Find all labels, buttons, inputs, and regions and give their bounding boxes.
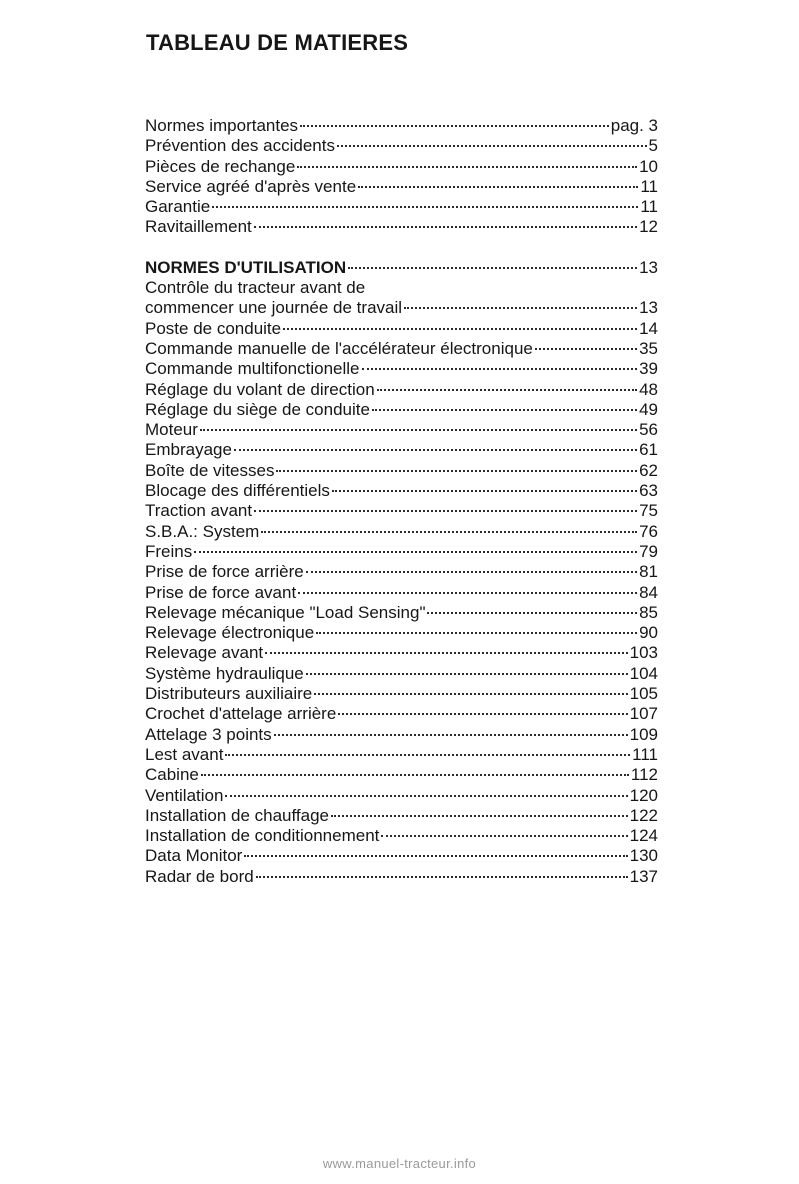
dot-leader [274, 734, 628, 736]
toc-entry [145, 522, 658, 542]
toc-entry-page: 14 [639, 318, 658, 338]
dot-leader [372, 409, 637, 411]
dot-leader [225, 754, 630, 756]
toc-entry-label: Ventilation [145, 785, 224, 805]
toc-entry-page: 137 [629, 866, 658, 886]
toc-entry-label: Distributeurs auxiliaire [145, 684, 313, 704]
toc-entry-label: NORMES D'UTILISATION [145, 257, 347, 277]
toc-entry-label: Moteur [145, 420, 198, 440]
toc-entry [145, 177, 658, 197]
toc-entry-label: Attelage 3 points [145, 724, 272, 744]
dot-leader [337, 145, 647, 147]
toc-entry-label: Embrayage [145, 440, 232, 460]
toc-section-heading [145, 258, 658, 278]
toc-entry-label: Lest avant [145, 744, 224, 764]
toc-entry [145, 359, 658, 379]
dot-leader [358, 186, 638, 188]
dot-leader [254, 226, 637, 228]
footer-url: www.manuel-tracteur.info [322, 1156, 477, 1171]
toc-entry [145, 562, 658, 582]
toc-entry [145, 440, 658, 460]
toc-entry-label: S.B.A.: System [145, 521, 260, 541]
toc-entry [145, 542, 658, 562]
toc-entry-page: 90 [639, 623, 658, 643]
toc-entry-label: Boîte de vitesses [145, 460, 275, 480]
toc-entry-page: 107 [629, 704, 658, 724]
dot-leader [381, 835, 627, 837]
toc-entry-page: 49 [639, 399, 658, 419]
toc-entry-label: Freins [145, 541, 193, 561]
toc-entry [145, 704, 658, 724]
dot-leader [212, 206, 638, 208]
toc-entry-page: 111 [632, 744, 658, 764]
dot-leader [306, 571, 637, 573]
toc-entry [145, 684, 658, 704]
toc-entry [145, 157, 658, 177]
toc-entry-page: 79 [639, 541, 658, 561]
toc-entry [145, 643, 658, 663]
toc-entry-label: Réglage du siège de conduite [145, 399, 370, 419]
toc-entry-label: Prise de force avant [145, 582, 297, 602]
toc-entry-page: 63 [639, 481, 658, 501]
dot-leader [265, 652, 627, 654]
toc-entry [145, 603, 658, 623]
toc-entry-page: 104 [629, 663, 658, 683]
toc-entry-label: Relevage avant [145, 643, 264, 663]
toc-entry-page: 5 [648, 136, 658, 156]
dot-leader [377, 389, 637, 391]
dot-leader [200, 429, 637, 431]
dot-leader [362, 368, 638, 370]
toc-entry-page: 124 [629, 826, 658, 846]
dot-leader [298, 592, 637, 594]
toc-entry [145, 745, 658, 765]
toc-entry [145, 380, 658, 400]
toc-entry-page: 122 [629, 805, 658, 825]
toc-entry-label: Cabine [145, 765, 199, 785]
toc-entry-label: Installation de chauffage [145, 805, 329, 825]
toc-entry-label: Contrôle du tracteur avant de [145, 278, 366, 298]
dot-leader [201, 774, 629, 776]
toc-entry-page: 85 [639, 602, 658, 622]
dot-leader [244, 855, 627, 857]
toc-entry [145, 623, 658, 643]
toc-entry-page: 105 [629, 684, 658, 704]
toc-entry-page: 112 [630, 765, 658, 785]
toc-entry-page: 62 [639, 460, 658, 480]
toc-entry [145, 217, 658, 237]
dot-leader [300, 125, 609, 127]
dot-leader [535, 348, 637, 350]
toc-entry [145, 420, 658, 440]
toc-entry-label: Traction avant [145, 501, 253, 521]
toc-entry-page: 11 [640, 176, 658, 196]
toc-section-usage [145, 258, 658, 887]
toc-entry-page: 13 [639, 298, 658, 318]
toc-entry-page: pag. 3 [610, 116, 658, 135]
toc-entry [145, 501, 658, 521]
toc-section-general [145, 116, 658, 238]
dot-leader [297, 166, 637, 168]
toc-entry [145, 197, 658, 217]
toc-entry [145, 319, 658, 339]
toc-entry-page: 61 [639, 440, 658, 460]
toc-entry [145, 116, 658, 136]
table-of-contents [145, 116, 658, 887]
dot-leader [404, 307, 637, 309]
toc-entry-label: Installation de conditionnement [145, 826, 380, 846]
dot-leader [256, 876, 628, 878]
toc-entry [145, 461, 658, 481]
toc-entry-label: Relevage mécanique "Load Sensing" [145, 602, 426, 622]
toc-entry-label: Service agréé d'après vente [145, 176, 357, 196]
toc-entry [145, 298, 658, 318]
toc-entry-label: Data Monitor [145, 846, 243, 866]
toc-entry [145, 583, 658, 603]
dot-leader [225, 795, 627, 797]
toc-entry-label: Garantie [145, 197, 211, 217]
toc-entry-page: 11 [640, 197, 658, 217]
dot-leader [348, 267, 637, 269]
toc-entry [145, 339, 658, 359]
dot-leader [316, 632, 637, 634]
toc-entry [145, 664, 658, 684]
dot-leader [234, 449, 637, 451]
toc-entry-label: Blocage des différentiels [145, 481, 330, 501]
toc-entry-label: Ravitaillement [145, 217, 252, 237]
toc-entry-label: Relevage électronique [145, 623, 315, 643]
toc-entry-label: Réglage du volant de direction [145, 379, 375, 399]
toc-entry-page: 56 [639, 420, 658, 440]
dot-leader [332, 490, 637, 492]
toc-entry [145, 826, 658, 846]
toc-entry-page: 76 [639, 521, 658, 541]
page-title: TABLEAU DE MATIERES [146, 30, 409, 55]
toc-entry-page: 84 [639, 582, 658, 602]
dot-leader [314, 693, 627, 695]
toc-entry-label: Commande manuelle de l'accélérateur électronique [145, 338, 533, 358]
toc-entry-label: Prise de force arrière [145, 562, 304, 582]
toc-entry-page: 48 [639, 379, 658, 399]
toc-entry-label: Normes importantes [145, 116, 299, 135]
toc-entry-label: Commande multifonctionelle [145, 359, 360, 379]
toc-entry-page: 10 [639, 156, 658, 176]
toc-entry-label: Prévention des accidents [145, 136, 335, 156]
toc-entry [145, 846, 658, 866]
toc-entry [145, 765, 658, 785]
dot-leader [194, 551, 637, 553]
toc-entry-page: 35 [639, 338, 658, 358]
toc-entry-label: Système hydraulique [145, 663, 304, 683]
toc-entry [145, 278, 658, 298]
toc-entry [145, 786, 658, 806]
dot-leader [306, 673, 628, 675]
dot-leader [254, 510, 637, 512]
toc-entry [145, 867, 658, 887]
toc-entry-page: 130 [629, 846, 658, 866]
toc-entry [145, 481, 658, 501]
toc-entry-label: Radar de bord [145, 866, 254, 886]
toc-entry-page: 81 [639, 562, 658, 582]
toc-entry-page: 109 [629, 724, 658, 744]
dot-leader [331, 815, 628, 817]
toc-entry-label: Poste de conduite [145, 318, 282, 338]
toc-entry-label: Crochet d'attelage arrière [145, 704, 337, 724]
dot-leader [283, 328, 637, 330]
toc-entry [145, 136, 658, 156]
toc-entry-page: 120 [629, 785, 658, 805]
toc-entry-page: 39 [639, 359, 658, 379]
toc-entry-label: Pièces de rechange [145, 156, 296, 176]
toc-entry-page: 103 [629, 643, 658, 663]
toc-entry-page: 75 [639, 501, 658, 521]
dot-leader [338, 713, 627, 715]
toc-entry [145, 725, 658, 745]
toc-entry-label: commencer une journée de travail [145, 298, 403, 318]
dot-leader [276, 470, 637, 472]
toc-entry [145, 806, 658, 826]
toc-entry-page: 12 [639, 217, 658, 237]
dot-leader [261, 531, 637, 533]
toc-entry-page: 13 [639, 257, 658, 277]
dot-leader [427, 612, 637, 614]
toc-entry [145, 400, 658, 420]
